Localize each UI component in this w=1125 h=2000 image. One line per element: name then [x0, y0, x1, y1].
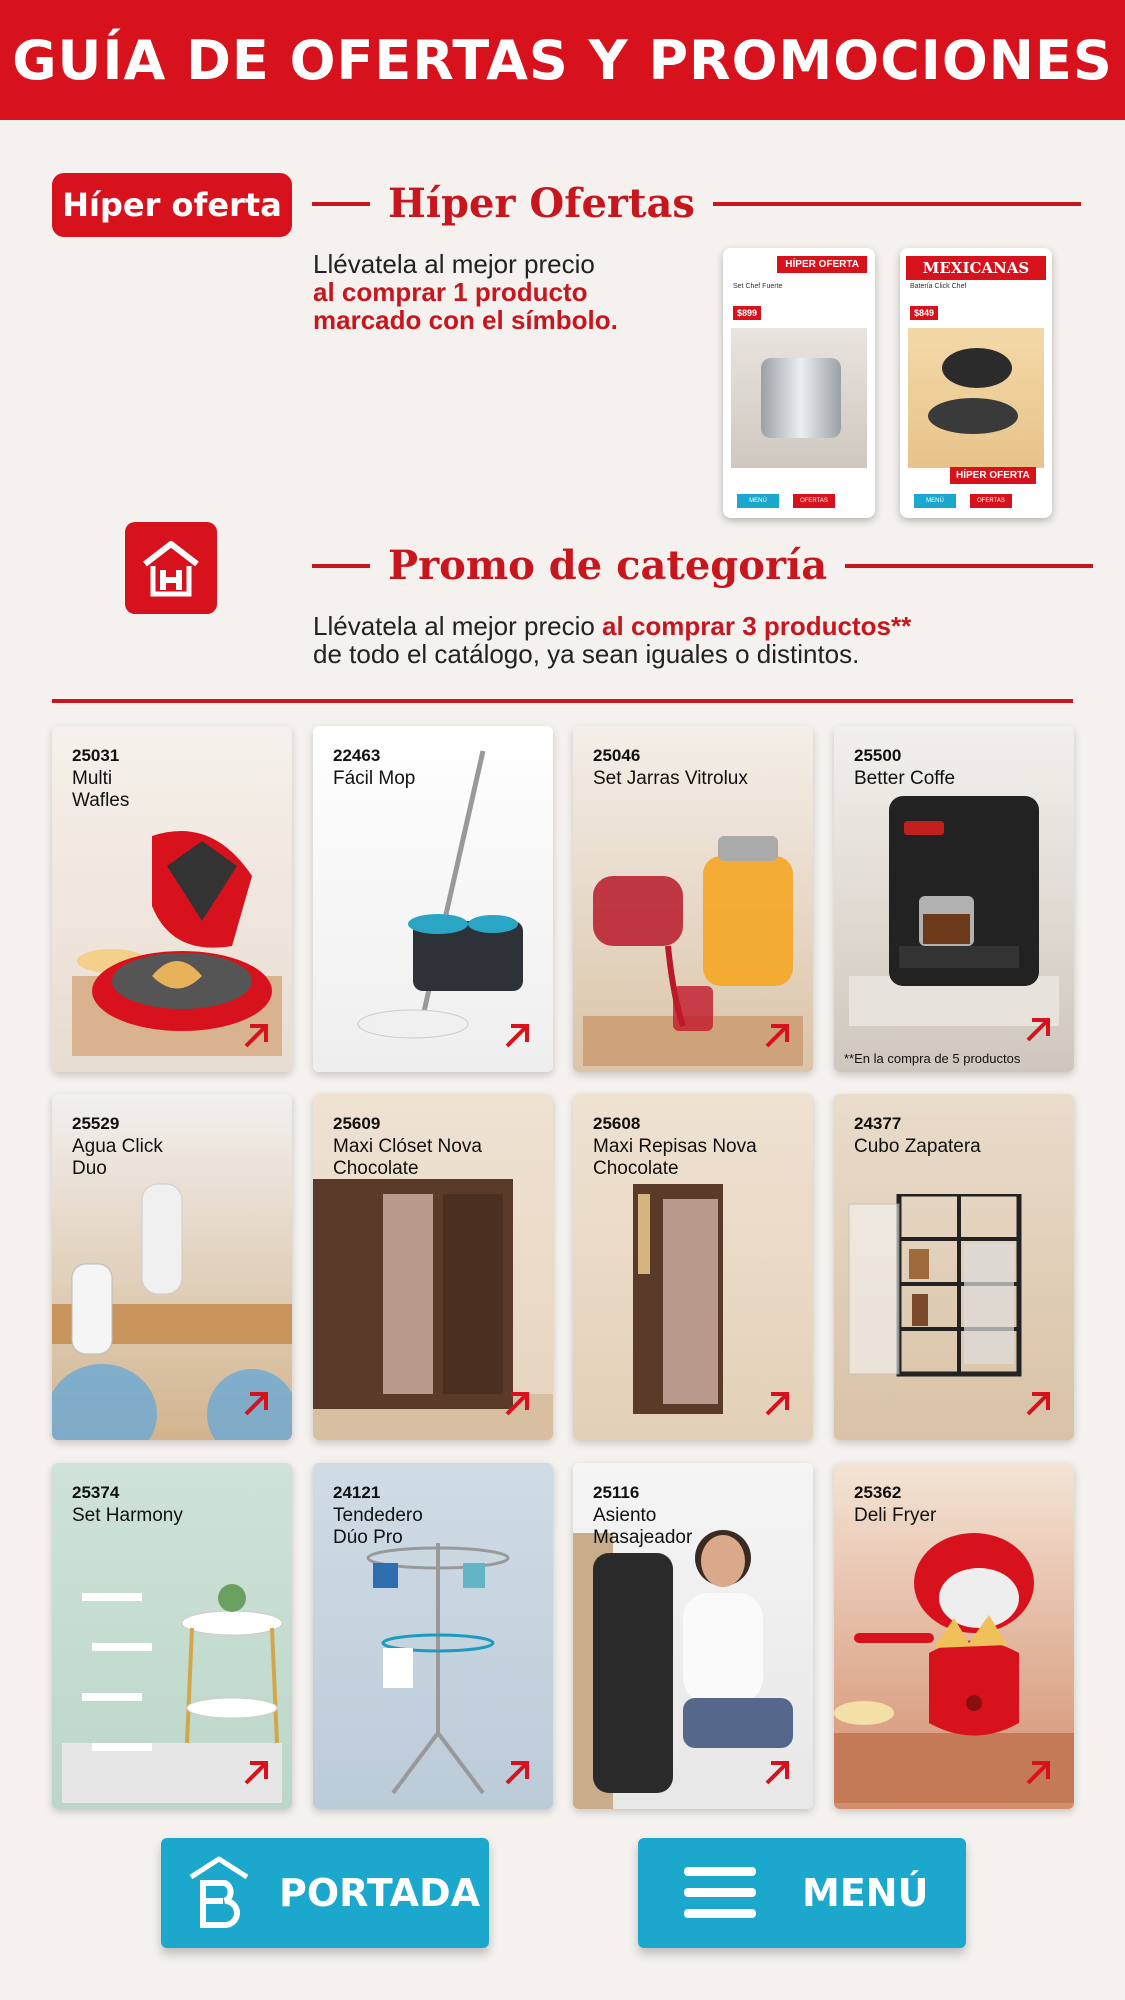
cookware-image	[908, 328, 1044, 468]
product-code: 25374	[72, 1483, 120, 1502]
arrow-up-right-icon[interactable]	[761, 1388, 793, 1420]
thumb-ofertas-button: OFERTAS	[793, 494, 835, 508]
arrow-up-right-icon[interactable]	[240, 1388, 272, 1420]
product-code: 25031	[72, 746, 120, 765]
betterware-logo-icon	[187, 1855, 251, 1931]
promo-categoria-heading	[312, 542, 1093, 589]
arrow-up-right-icon[interactable]	[501, 1757, 533, 1789]
product-card-deli-fryer[interactable]	[834, 1463, 1074, 1809]
thumb-product-name: Set Chef Fuerte	[733, 283, 783, 290]
thumb-menu-button: MENÚ	[737, 494, 779, 508]
heading-line-right	[713, 202, 1081, 206]
product-card-facil-mop[interactable]	[313, 726, 553, 1072]
home-category-icon	[125, 522, 217, 614]
product-card-set-harmony[interactable]	[52, 1463, 292, 1809]
product-code: 25608	[593, 1114, 641, 1133]
product-code: 25609	[333, 1114, 381, 1133]
thumb-bottom-tag: HÍPER OFERTA	[950, 467, 1036, 484]
thumb-tag: MEXICANAS	[906, 256, 1046, 280]
promo-desc-red: al comprar 3 productos**	[602, 611, 912, 641]
page-title: GUÍA DE OFERTAS Y PROMOCIONES	[12, 28, 1113, 92]
product-name: Better Coffe	[854, 768, 956, 789]
hiper-oferta-badge: Híper oferta	[52, 173, 292, 237]
product-code: 24121	[333, 1483, 381, 1502]
thumb-tag: HÍPER OFERTA	[777, 256, 867, 273]
steamer-pot-image	[731, 328, 867, 468]
menu-label: MENÚ	[802, 1871, 929, 1915]
product-code: 22463	[333, 746, 381, 765]
thumb-ofertas-button: OFERTAS	[970, 494, 1012, 508]
section-divider	[52, 699, 1073, 703]
product-name: Fácil Mop	[333, 768, 416, 789]
arrow-up-right-icon[interactable]	[1022, 1388, 1054, 1420]
arrow-up-right-icon[interactable]	[240, 1020, 272, 1052]
product-name: Deli Fryer	[854, 1505, 937, 1526]
product-name: Set Harmony	[72, 1505, 183, 1526]
hiper-example-page-2[interactable]	[900, 248, 1052, 518]
heading-line-left	[312, 564, 370, 568]
product-card-maxi-repisas-nova[interactable]	[573, 1094, 813, 1440]
arrow-up-right-icon[interactable]	[761, 1757, 793, 1789]
portada-button[interactable]	[161, 1838, 489, 1948]
product-name: Maxi Repisas Nova Chocolate	[593, 1136, 757, 1179]
arrow-up-right-icon[interactable]	[501, 1388, 533, 1420]
product-card-multi-wafles[interactable]	[52, 726, 292, 1072]
product-name: Multi Wafles	[72, 768, 130, 811]
product-card-maxi-closet-nova[interactable]	[313, 1094, 553, 1440]
hiper-desc-line3: marcado con el símbolo.	[313, 305, 618, 335]
product-card-agua-click-duo[interactable]	[52, 1094, 292, 1440]
product-card-tendedero-duo-pro[interactable]	[313, 1463, 553, 1809]
product-code: 25529	[72, 1114, 120, 1133]
product-card-set-jarras-vitrolux[interactable]	[573, 726, 813, 1072]
arrow-up-right-icon[interactable]	[501, 1020, 533, 1052]
promo-description	[313, 612, 911, 668]
product-name: Asiento Masajeador	[593, 1505, 693, 1548]
product-name: Maxi Clóset Nova Chocolate	[333, 1136, 482, 1179]
hiper-ofertas-description	[313, 250, 618, 334]
menu-button[interactable]	[638, 1838, 966, 1948]
product-name: Cubo Zapatera	[854, 1136, 981, 1157]
arrow-up-right-icon[interactable]	[1022, 1014, 1054, 1046]
arrow-up-right-icon[interactable]	[761, 1020, 793, 1052]
hiper-ofertas-heading	[312, 180, 1081, 227]
promo-desc-line1	[313, 612, 911, 640]
product-name: Tendedero Dúo Pro	[333, 1505, 423, 1548]
arrow-up-right-icon[interactable]	[240, 1757, 272, 1789]
promo-desc-line2: de todo el catálogo, ya sean iguales o distintos.	[313, 639, 860, 669]
hiper-ofertas-title: Híper Ofertas	[388, 180, 695, 227]
product-code: 25116	[593, 1483, 640, 1502]
hiper-desc-line1: Llévatela al mejor precio	[313, 249, 595, 279]
hiper-example-page-1[interactable]	[723, 248, 875, 518]
hiper-desc-line2: al comprar 1 producto	[313, 277, 588, 307]
thumb-product-name: Batería Click Chef	[910, 283, 967, 290]
product-name: Agua Click Duo	[72, 1136, 163, 1179]
promo-desc-plain: Llévatela al mejor precio	[313, 611, 603, 641]
page-header	[0, 0, 1125, 120]
product-name: Set Jarras Vitrolux	[593, 768, 748, 789]
thumb-price: $899	[733, 306, 761, 320]
heading-line-left	[312, 202, 370, 206]
product-code: 24377	[854, 1114, 902, 1133]
thumb-price: $849	[910, 306, 938, 320]
product-card-cubo-zapatera[interactable]	[834, 1094, 1074, 1440]
product-code: 25500	[854, 746, 902, 765]
product-card-better-coffe[interactable]	[834, 726, 1074, 1072]
product-code: 25046	[593, 746, 641, 765]
product-code: 25362	[854, 1483, 902, 1502]
heading-line-right	[845, 564, 1093, 568]
hamburger-menu-icon	[684, 1865, 756, 1921]
promo-footnote: **En la compra de 5 productos	[844, 1051, 1021, 1066]
product-card-asiento-masajeador[interactable]	[573, 1463, 813, 1809]
arrow-up-right-icon[interactable]	[1022, 1757, 1054, 1789]
portada-label: PORTADA	[279, 1871, 481, 1915]
promo-categoria-title: Promo de categoría	[388, 542, 828, 589]
thumb-menu-button: MENÚ	[914, 494, 956, 508]
